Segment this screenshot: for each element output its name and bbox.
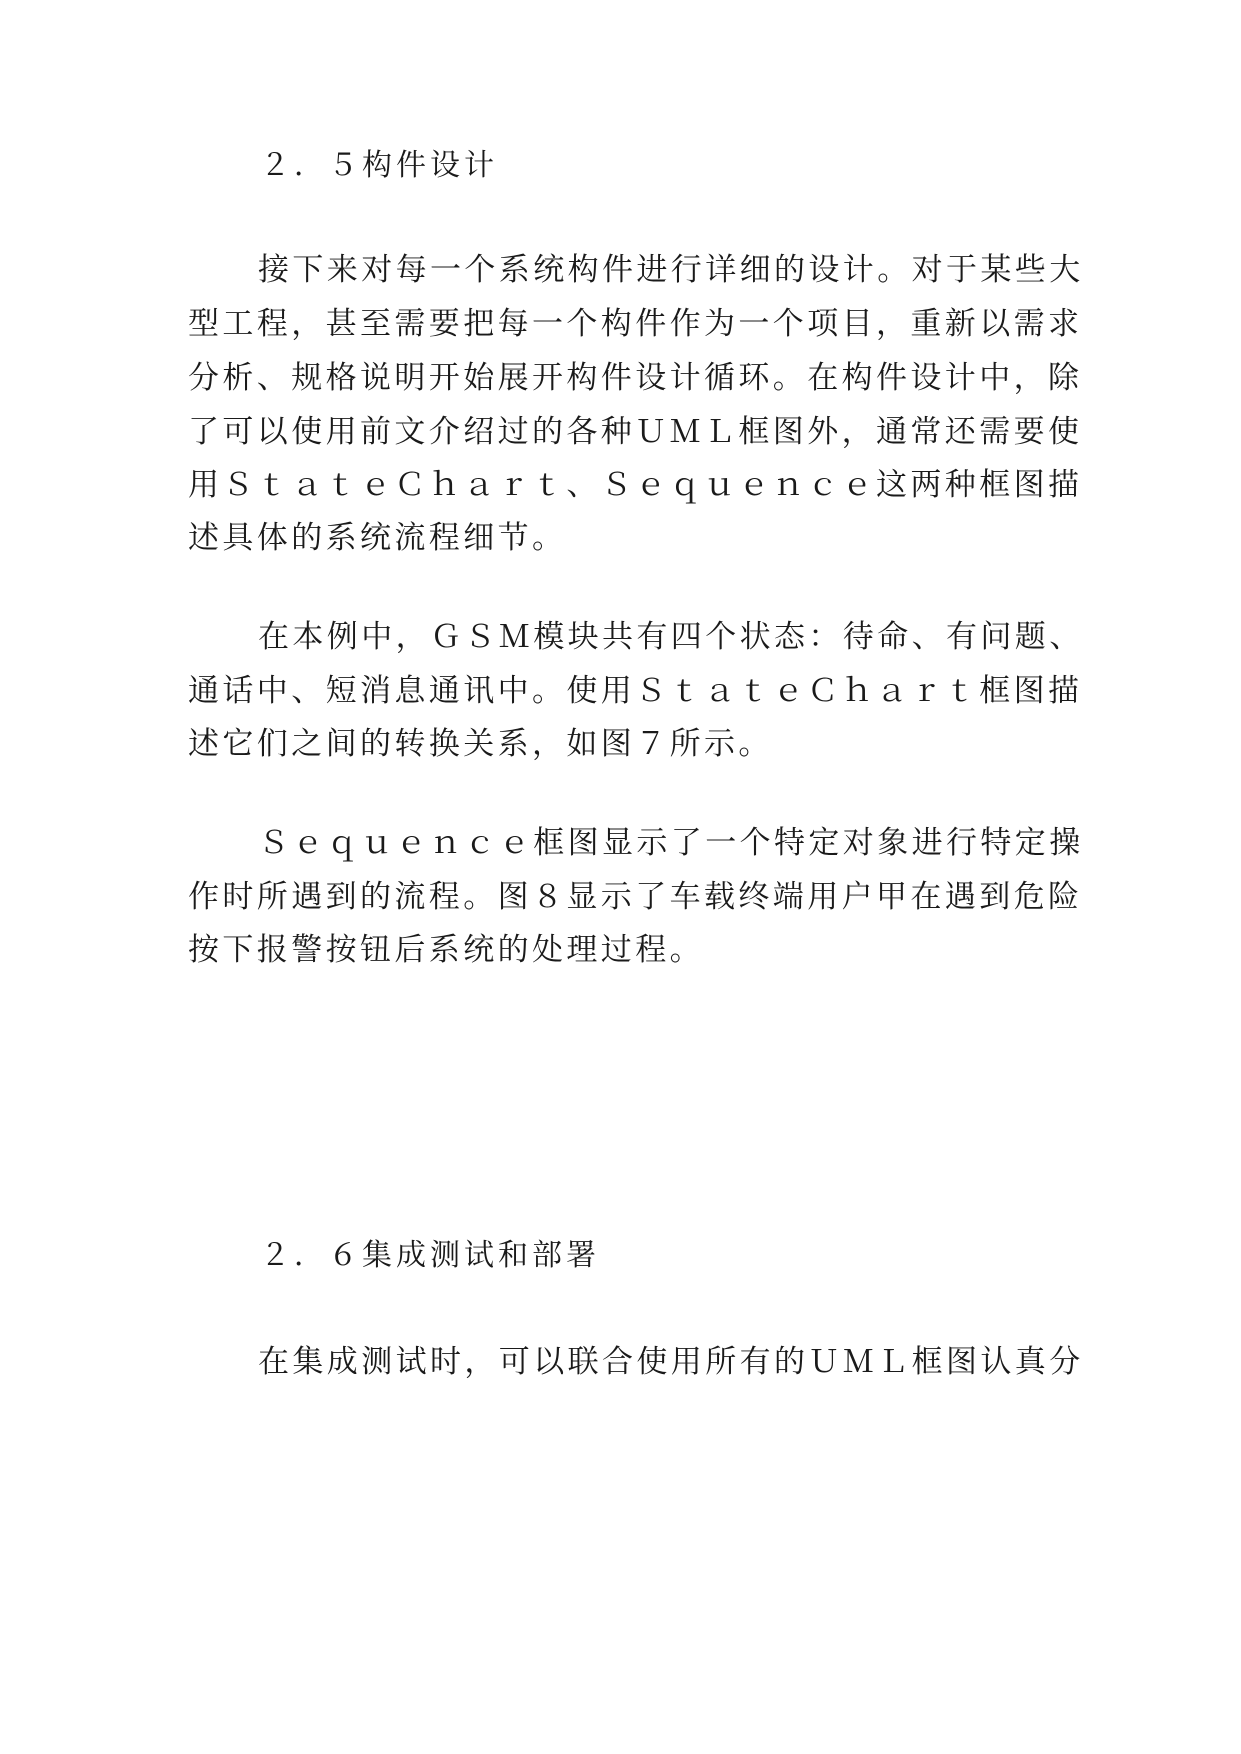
paragraph-line: 述它们之间的转换关系，如图７所示。 <box>188 726 773 762</box>
paragraph-line: 型工程，甚至需要把每一个构件作为一个项目，重新以需求 <box>188 306 1083 342</box>
paragraph-line: 了可以使用前文介绍过的各种ＵＭＬ框图外，通常还需要使 <box>188 414 1083 450</box>
paragraph-line: 分析、规格说明开始展开构件设计循环。在构件设计中，除 <box>188 360 1083 396</box>
section-heading-2-6: ２．６集成测试和部署 <box>260 1238 600 1273</box>
paragraph-line: Ｓｅｑｕｅｎｃｅ框图显示了一个特定对象进行特定操 <box>258 825 1084 861</box>
paragraph-line: 用ＳｔａｔｅＣｈａｒｔ、Ｓｅｑｕｅｎｃｅ这两种框图描 <box>188 467 1083 503</box>
paragraph-line: 在集成测试时，可以联合使用所有的ＵＭＬ框图认真分 <box>258 1344 1084 1380</box>
section-heading-2-5: ２．５构件设计 <box>260 148 498 183</box>
paragraph-line: 述具体的系统流程细节。 <box>188 520 567 556</box>
paragraph-line: 通话中、短消息通讯中。使用ＳｔａｔｅＣｈａｒｔ框图描 <box>188 673 1083 709</box>
paragraph-line: 作时所遇到的流程。图８显示了车载终端用户甲在遇到危险 <box>188 879 1083 915</box>
paragraph-line: 按下报警按钮后系统的处理过程。 <box>188 932 704 968</box>
paragraph-line: 接下来对每一个系统构件进行详细的设计。对于某些大 <box>258 252 1084 288</box>
paragraph-line: 在本例中，ＧＳＭ模块共有四个状态：待命、有问题、 <box>258 619 1084 655</box>
